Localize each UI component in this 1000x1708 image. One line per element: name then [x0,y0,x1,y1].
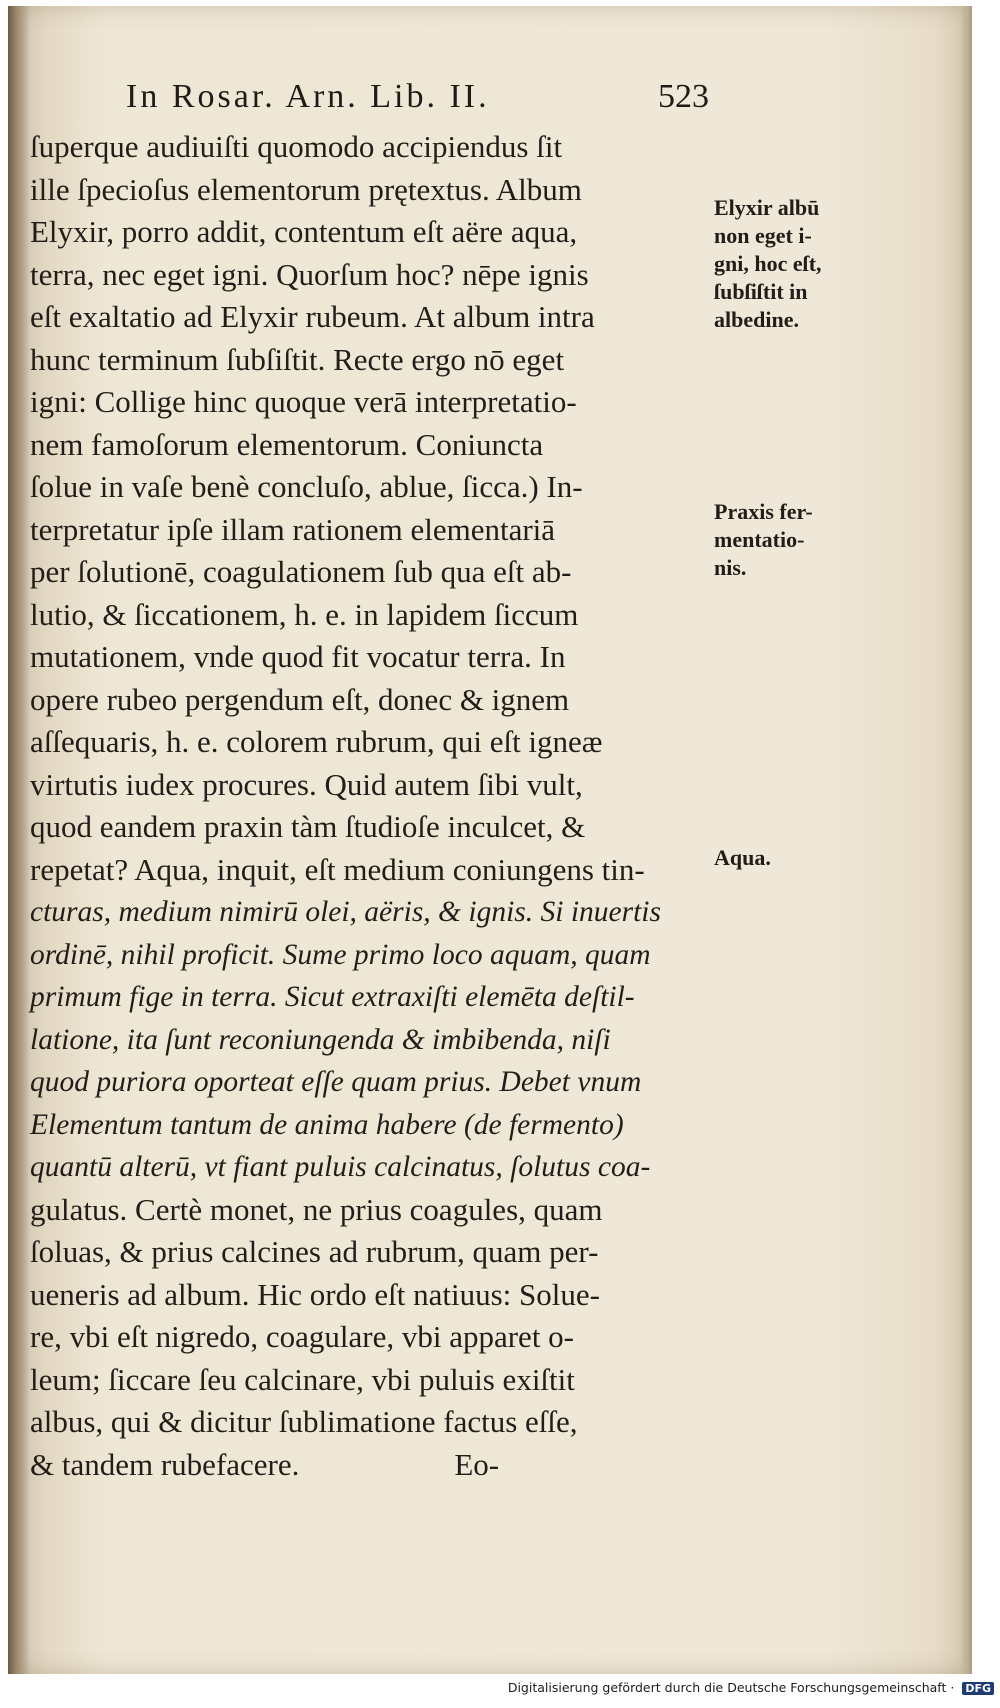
text-line: ſolue in vaſe benè concluſo, ablue, ſicca.) In- [30,469,583,504]
page-gutter-shadow [8,6,30,1674]
text-line: igni: Collige hinc quoque verā interpretatio- [30,384,577,419]
text-line: terra, nec eget igni. Quorſum hoc? nēpe ignis [30,256,589,292]
text-line: mutationem, vnde quod fit vocatur terra. In [30,639,566,674]
text-line: ſuperque audiuiſti quomodo accipiendus ſit [30,129,563,164]
text-line: ille ſpecioſus elementorum prętextus. Album [30,171,582,207]
text-line: hunc terminum ſubſiſtit. Recte ergo nō eget [30,341,565,377]
text-line: aſſequaris, h. e. colorem rubrum, qui eſt igneæ [30,724,603,759]
margin-note-line: gni, hoc eſt, [714,251,822,276]
text-line: primum fige in terra. Sicut extraxiſti elemēta deſtil- [30,981,635,1013]
text-line: ſoluas, & prius calcines ad rubrum, quam per- [30,1234,599,1269]
text-line: quantū alterū, vt fiant puluis calcinatus, ſolutus coa- [30,1151,651,1183]
margin-note-line: Aqua. [714,845,771,870]
text-line: ueneris ad album. Hic ordo eſt natiuus: Solue- [30,1276,600,1312]
page-edge [960,6,972,1674]
text-line: opere rubeo pergendum eſt, donec & ignem [30,681,570,717]
margin-note-line: Praxis fer- [714,499,813,524]
text-line: quod eandem praxin tàm ſtudioſe inculcet, & [30,809,586,844]
text-line: & tandem rubefacere. Eo- [30,1446,500,1482]
margin-note-line: mentatio- [714,527,805,552]
text-line: quod puriora oporteat eſſe quam prius. Debet vnum [30,1066,642,1098]
text-line: virtutis iudex procures. Quid autem ſibi vult, [30,766,583,802]
text-line: eſt exaltatio ad Elyxir rubeum. At album intra [30,299,595,334]
text-line: terpretatur ipſe illam rationem elementariā [30,511,556,547]
text-line: re, vbi eſt nigredo, coagulare, vbi apparet o- [30,1319,574,1354]
margin-note-aqua [714,844,874,872]
text-line: lutio, & ſiccationem, h. e. in lapidem ſiccum [30,596,579,632]
text-line: ordinē, nihil proficit. Sume primo loco aquam, quam [30,938,651,971]
margin-note-line: albedine. [714,307,799,332]
margin-note-elyxir [714,194,874,334]
margin-note-line: ſubſiſtit in [714,279,808,304]
page-number: 523 [658,78,709,115]
text-line: cturas, medium nimirū olei, aëris, & ignis. Si inuertis [30,896,661,928]
footer-text: Digitalisierung gefördert durch die Deutsche Forschungsgemeinschaft · [507,1680,955,1695]
book-page [8,6,972,1674]
text-line: per ſolutionē, coagulationem ſub qua eſt ab- [30,554,572,589]
text-line: Elementum tantum de anima habere (de fermento) [30,1108,624,1141]
body-text [30,126,710,1486]
margin-note-line: Elyxir albū [714,195,820,220]
digitization-footer [0,1680,994,1695]
text-line: nem famoſorum elementorum. Coniuncta [30,426,544,462]
running-header: In Rosar. Arn. Lib. II. [126,78,490,115]
text-line: latione, ita ſunt reconiungenda & imbibenda, niſi [30,1023,611,1056]
margin-note-line: nis. [714,555,747,580]
text-line: repetat? Aqua, inquit, eſt medium coniungens tin- [30,851,645,887]
text-line: albus, qui & dicitur ſublimatione factus eſſe, [30,1404,578,1439]
text-line: Elyxir, porro addit, contentum eſt aëre aqua, [30,214,578,249]
dfg-logo: DFG [962,1682,994,1695]
margin-note-praxis [714,498,874,582]
text-line: gulatus. Certè monet, ne prius coagules, quam [30,1191,603,1227]
margin-note-line: non eget i- [714,223,812,248]
text-line: leum; ſiccare ſeu calcinare, vbi puluis exiſtit [30,1361,575,1397]
